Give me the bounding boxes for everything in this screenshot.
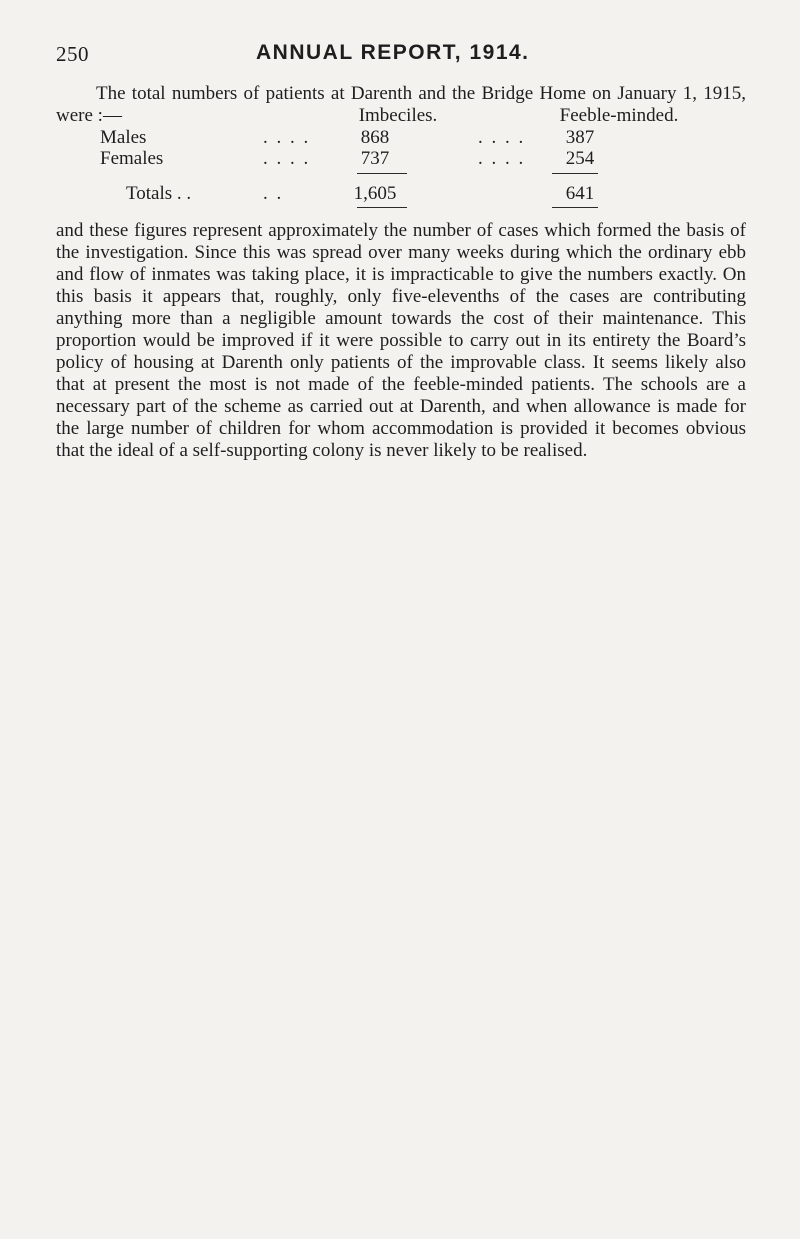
sum-rule-imbeciles-bottom [357, 207, 407, 208]
sum-rule-feeble-minded-bottom [552, 207, 598, 208]
intro-paragraph: The total numbers of patients at Darenth and the Bridge Home on January 1, 1915, were :— [56, 83, 746, 126]
totals-feeble-minded-value: 641 [565, 183, 595, 204]
row-label-males: Males [100, 127, 147, 148]
females-imbeciles-value: 737 [360, 148, 390, 169]
leader-dots: . . . . [263, 148, 311, 169]
leader-dots: . . [263, 183, 284, 204]
body-paragraph: and these figures represent approximately the number of cases which formed the basis of the investigation. Since this was spread over many weeks during which the ordinary ebb and flow of inmates was taking place, it is impracticable to give the numbers exactly. On this basis it appears that, roughly, only five-elevenths of the cases are contributing anything more than a negligible amount towards the cost of their maintenance. This proportion would be improved if it were possible to carry out in its entirety the Board’s policy of housing at Darenth only patients of the improvable class. It seems likely also that at present the most is not made of the feeble-minded patients. The schools are a necessary part of the scheme as carried out at Darenth, and when allowance is made for the large number of children for whom accommodation is provided it becomes obvious that the ideal of a self-supporting colony is never likely to be realised. [56, 220, 746, 461]
column-header-imbeciles: Imbeciles. [358, 105, 438, 126]
row-label-females: Females [100, 148, 164, 169]
sum-rule-imbeciles-top [357, 173, 407, 174]
row-label-totals: Totals . . [126, 183, 192, 204]
leader-dots: . . . . [478, 148, 526, 169]
page-number: 250 [56, 42, 89, 66]
running-head: ANNUAL REPORT, 1914. [256, 41, 530, 64]
leader-dots: . . . . [263, 127, 311, 148]
leader-dots: . . . . [478, 127, 526, 148]
column-header-feeble-minded: Feeble-minded. [559, 105, 679, 126]
totals-imbeciles-value: 1,605 [353, 183, 397, 204]
sum-rule-feeble-minded-top [552, 173, 598, 174]
females-feeble-minded-value: 254 [565, 148, 595, 169]
males-imbeciles-value: 868 [360, 127, 390, 148]
males-feeble-minded-value: 387 [565, 127, 595, 148]
